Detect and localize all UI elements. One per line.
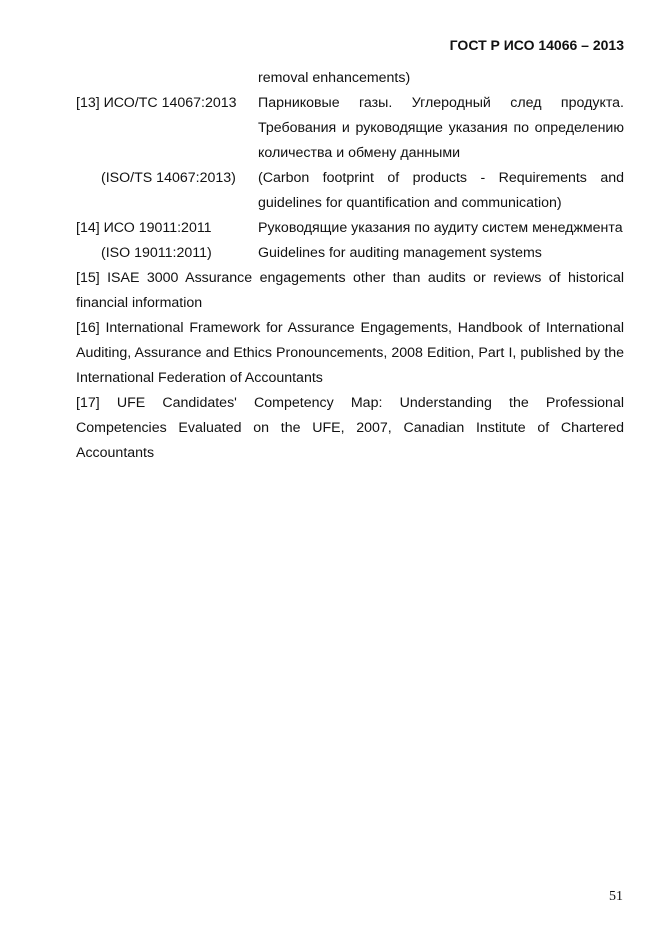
reference-17: [17] UFE Candidates' Competency Map: Understanding the Professional Competencies Evaluated on the UFE, 2007, Canadian Institute of Chartered Accountants (76, 395, 624, 461)
reference-15: [15] ISAE 3000 Assurance engagements other than audits or reviews of historical financial information (76, 270, 624, 311)
reference-16: [16] International Framework for Assurance Engagements, Handbook of International Auditing, Assurance and Ethics Pronouncements, 2008 Edition, Part I, published by the International Federation of Accountants (76, 320, 624, 386)
reference-14 (76, 216, 624, 241)
page-number: 51 (609, 889, 623, 904)
reference-text: Руководящие указания по аудиту систем менеджмента (258, 220, 623, 236)
bibliography (76, 66, 624, 466)
reference-label: (ISO 19011:2011) (101, 245, 212, 261)
reference-13-english (76, 166, 624, 216)
page-header: ГОСТ Р ИСО 14066 – 2013 (449, 37, 624, 53)
reference-13 (76, 91, 624, 166)
reference-label: [13] ИСО/ТС 14067:2013 (76, 95, 237, 111)
reference-label: [14] ИСО 19011:2011 (76, 220, 212, 236)
reference-label: (ISO/TS 14067:2013) (101, 170, 236, 186)
continuation-text: removal enhancements) (258, 70, 411, 86)
reference-text: (Carbon footprint of products - Requirements and guidelines for quantification and communication) (258, 170, 624, 211)
reference-text: Парниковые газы. Углеродный след продукта. Требования и руководящие указания по определению количества и обмену данными (258, 95, 624, 161)
reference-text: Guidelines for auditing management systems (258, 245, 542, 261)
reference-14-english (76, 241, 624, 266)
